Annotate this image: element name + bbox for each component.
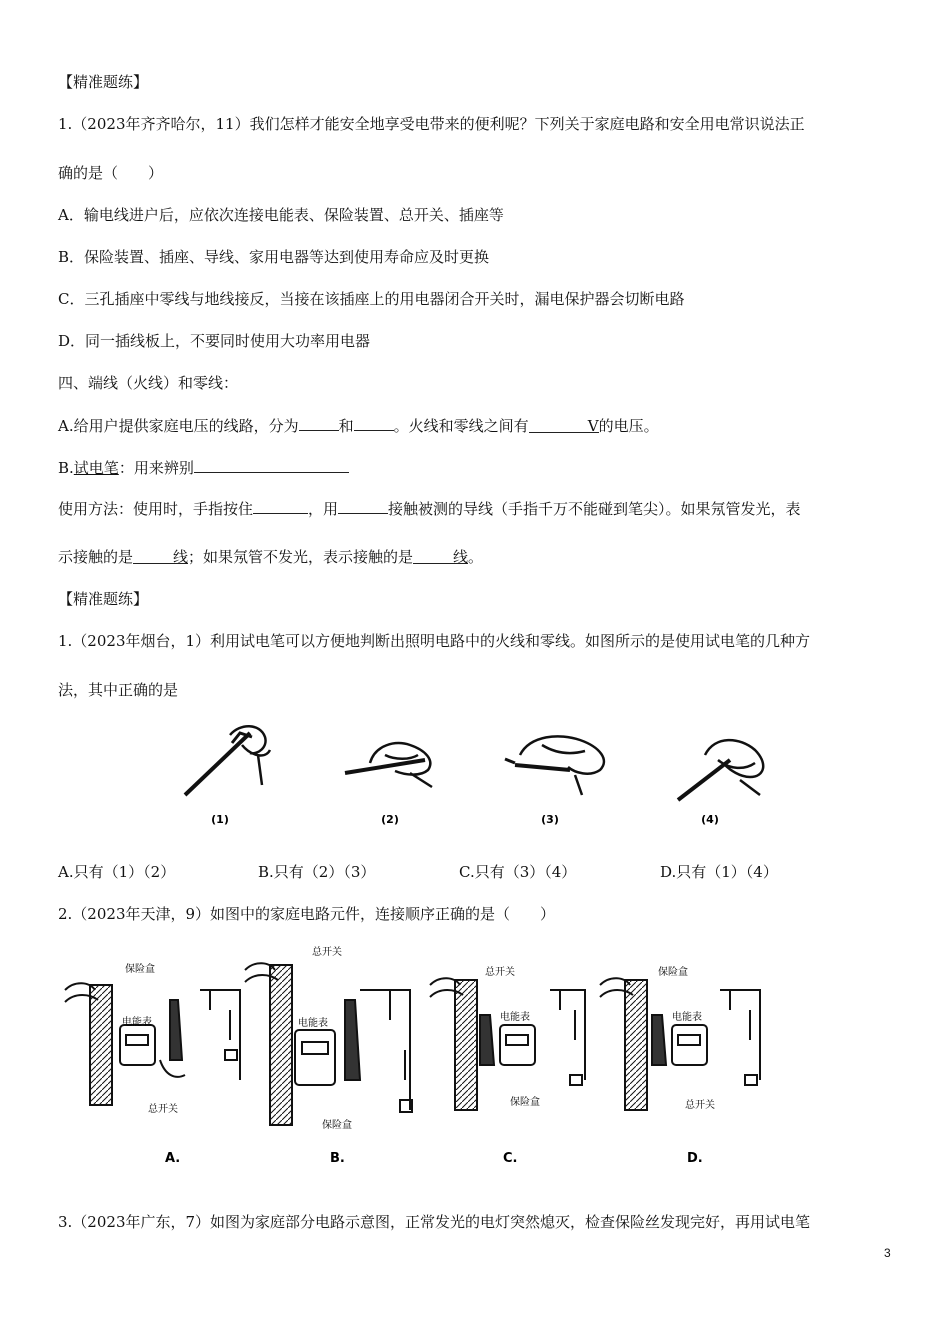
blank — [413, 547, 468, 564]
fill-text: 。火线和零线之间有 — [393, 417, 529, 435]
usage-line — [58, 497, 801, 519]
test-pen-usage-figure — [170, 715, 770, 830]
blank — [194, 456, 349, 473]
section-heading-live-neutral: 四、端线（火线）和零线： — [58, 374, 239, 392]
option-a: A．输电线进户后，应依次连接电能表、保险装置、总开关、插座等 — [58, 206, 504, 224]
option-label-a: A. — [165, 1151, 181, 1166]
circuit-option-c — [430, 978, 585, 1110]
figure-caption-1: (1) — [211, 813, 229, 826]
voltage-unit: V — [587, 417, 599, 435]
blank — [299, 414, 339, 431]
fill-text: 线 — [173, 548, 189, 566]
option-1b-a: A.只有（1）（2） — [58, 863, 176, 881]
option-b: B．保险装置、插座、导线、家用电器等达到使用寿命应及时更换 — [58, 248, 490, 266]
voltage-blank — [529, 416, 599, 433]
meter-label-b: 电能表 — [298, 1018, 328, 1029]
fuse-box-label-b: 保险盒 — [322, 1120, 352, 1131]
question-2: 2.（2023年天津，9）如图中的家庭电路元件，连接顺序正确的是（ ） — [58, 905, 556, 923]
question-1a-line2: 确的是（ ） — [58, 164, 164, 182]
fill-text: 的电压。 — [598, 417, 659, 435]
option-label-c: C. — [503, 1151, 518, 1166]
fill-text: 和 — [338, 417, 354, 435]
circuit-option-b — [245, 963, 412, 1125]
fill-text: B. — [58, 459, 74, 477]
fill-text: 线 — [453, 548, 469, 566]
meter-label-c: 电能表 — [500, 1012, 530, 1023]
pen-figure-1 — [185, 726, 270, 795]
main-switch-label-d: 总开关 — [685, 1100, 715, 1111]
option-c: C．三孔插座中零线与地线接反，当接在该插座上的用电器闭合开关时，漏电保护器会切断电路 — [58, 290, 685, 308]
section-heading-2: 【精准题练】 — [58, 590, 149, 608]
figure-caption-3: (3) — [541, 813, 559, 826]
fill-line-b — [58, 456, 349, 478]
fill-text: A.给用户提供家庭电压的线路，分为 — [58, 417, 299, 435]
pen-figure-4 — [678, 740, 763, 800]
option-d: D．同一插线板上，不要同时使用大功率用电器 — [58, 332, 371, 350]
blank — [133, 547, 188, 564]
main-switch-label-a: 总开关 — [148, 1104, 178, 1115]
fill-text: ，用 — [308, 500, 339, 518]
meter-label-d: 电能表 — [672, 1012, 702, 1023]
figure-caption-2: (2) — [381, 813, 399, 826]
fill-text: ；如果氖管不发光，表示接触的是 — [188, 548, 414, 566]
fuse-box-label-c: 保险盒 — [510, 1097, 540, 1108]
option-1b-b: B.只有（2）（3） — [258, 863, 376, 881]
fuse-box-label-d: 保险盒 — [658, 967, 688, 978]
option-1b-c: C.只有（3）（4） — [459, 863, 577, 881]
question-3: 3.（2023年广东，7）如图为家庭部分电路示意图，正常发光的电灯突然熄灭，检查保险丝发现完好，再用试电笔 — [58, 1213, 811, 1231]
fill-text: 使用方法：使用时，手指按住 — [58, 500, 254, 518]
blank — [338, 497, 388, 514]
fill-text: 示接触的是 — [58, 548, 134, 566]
fill-text: 接触被测的导线（手指千万不能碰到笔尖）。如果氖管发光，表 — [388, 500, 801, 518]
pen-figure-3 — [505, 736, 604, 795]
pen-figure-2 — [345, 743, 432, 787]
page-number: 3 — [884, 1246, 891, 1260]
figure-caption-4: (4) — [701, 813, 719, 826]
meter-label-a: 电能表 — [122, 1017, 152, 1028]
circuit-order-figure — [60, 940, 780, 1170]
question-1b-line1: 1.（2023年烟台，1）利用试电笔可以方便地判断出照明电路中的火线和零线。如图所示的是使用试电笔的几种方 — [58, 632, 811, 650]
circuit-option-a — [65, 983, 240, 1105]
fill-text: ：用来辨别 — [118, 459, 194, 477]
test-pen-term: 试电笔 — [73, 459, 119, 477]
blank — [354, 414, 394, 431]
option-1b-d: D.只有（1）（4） — [660, 863, 778, 881]
section-heading-1: 【精准题练】 — [58, 73, 149, 91]
question-1a-line1: 1.（2023年齐齐哈尔，11）我们怎样才能安全地享受电带来的便利呢？下列关于家庭电路和安全用电常识说法正 — [58, 115, 805, 133]
fuse-box-label-a: 保险盒 — [125, 964, 155, 975]
question-1b-line2: 法，其中正确的是 — [58, 681, 179, 699]
indication-line — [58, 547, 483, 567]
blank — [253, 497, 308, 514]
option-label-d: D. — [687, 1151, 703, 1166]
fill-text: 。 — [468, 548, 484, 566]
main-switch-label-c: 总开关 — [485, 967, 515, 978]
main-switch-label-b: 总开关 — [312, 947, 342, 958]
option-label-b: B. — [330, 1151, 345, 1166]
circuit-option-d — [600, 978, 760, 1110]
fill-line-a — [58, 414, 659, 436]
